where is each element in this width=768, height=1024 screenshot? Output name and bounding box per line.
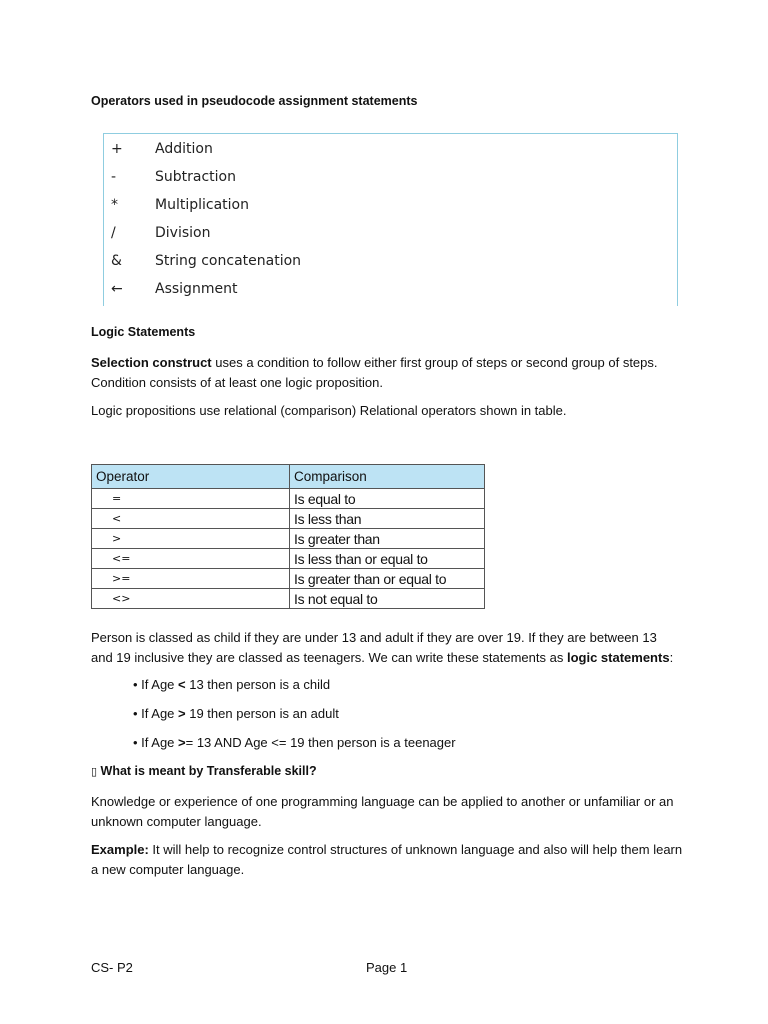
table-row: [92, 489, 485, 509]
operator-name: Division: [155, 225, 211, 241]
age-paragraph: [91, 628, 681, 667]
operator-row: [104, 225, 677, 245]
bullet-operator: >: [178, 735, 186, 750]
bullet-item: [133, 706, 339, 721]
table-row: [92, 549, 485, 569]
operator-row: [104, 169, 677, 189]
operator-row: [104, 253, 677, 273]
operator-row: [104, 197, 677, 217]
operator-row: [104, 281, 677, 301]
comparison-cell: Is greater than or equal to: [290, 569, 485, 589]
operator-name: Multiplication: [155, 197, 249, 213]
operator-symbol: +: [111, 141, 123, 157]
logic-statements-term: logic statements: [566, 649, 670, 665]
bullet-text: • If Age: [133, 735, 179, 750]
operator-name: Subtraction: [155, 169, 236, 185]
table-row: [92, 509, 485, 529]
comparison-cell: Is less than: [290, 509, 485, 529]
question-marker-icon: ▯: [91, 766, 98, 778]
comparison-cell: Is less than or equal to: [290, 549, 485, 569]
bullet-item: [133, 677, 330, 692]
table-row: [92, 589, 485, 609]
question-text: What is meant by Transferable skill?: [97, 764, 317, 778]
operator-row: [104, 141, 677, 161]
bullet-text: • If Age: [133, 677, 179, 692]
section-title-operators: Operators used in pseudocode assignment statements: [91, 94, 418, 108]
operator-cell: >=: [92, 569, 290, 589]
bullet-text: • If Age: [133, 706, 179, 721]
example-text: It will help to recognize control structures of unknown language and also will help them learn a new computer language.: [91, 842, 683, 877]
operator-name: Addition: [155, 141, 213, 157]
header-operator: Operator: [92, 465, 290, 489]
comparison-cell: Is equal to: [290, 489, 485, 509]
table-row: [92, 569, 485, 589]
question-heading: [91, 764, 317, 778]
operator-symbol: &: [111, 253, 122, 269]
bullet-item: [133, 735, 456, 750]
bullet-text: 13 then person is a child: [185, 677, 331, 692]
operator-symbol: *: [111, 197, 118, 213]
operator-symbol: -: [111, 169, 117, 185]
footer-page-number: Page 1: [366, 960, 408, 975]
age-text-end: :: [669, 649, 674, 665]
operator-cell: =: [92, 489, 290, 509]
operator-name: String concatenation: [155, 253, 302, 269]
table-row: [92, 529, 485, 549]
example-label: Example:: [91, 842, 149, 857]
selection-paragraph: [91, 353, 691, 392]
operator-name: Assignment: [155, 281, 238, 297]
operator-symbol: /: [111, 225, 116, 241]
selection-text: uses a condition to follow either first group of steps or second group of steps. Condition consists of at least one logic proposition.: [91, 355, 658, 390]
bullet-operator: <: [178, 677, 186, 692]
section-title-logic: Logic Statements: [91, 325, 196, 339]
footer-left: CS- P2: [91, 960, 133, 975]
operator-cell: <>: [92, 589, 290, 609]
selection-term: Selection construct: [91, 355, 212, 370]
comparison-cell: Is not equal to: [290, 589, 485, 609]
header-comparison: Comparison: [290, 465, 485, 489]
operator-cell: <=: [92, 549, 290, 569]
operator-symbol: ←: [111, 281, 123, 297]
relational-operators-table: [91, 464, 485, 609]
comparison-cell: Is greater than: [290, 529, 485, 549]
operator-list-box: [103, 133, 678, 306]
operator-cell: >: [92, 529, 290, 549]
bullet-operator: >: [178, 706, 186, 721]
bullet-text: 19 then person is an adult: [185, 706, 339, 721]
answer-paragraph: Knowledge or experience of one programming language can be applied to another or unfamiliar or an unknown computer language.: [91, 794, 674, 829]
operator-cell: <: [92, 509, 290, 529]
bullet-text: = 13 AND Age <= 19 then person is a teenager: [185, 735, 456, 750]
table-header-row: [92, 465, 485, 489]
example-paragraph: [91, 840, 691, 879]
age-text: Person is classed as child if they are under 13 and adult if they are over 19. If they are between 13 and 19 inclusive they are classed as teenagers. We can write these statements as: [91, 630, 657, 665]
relational-intro: Logic propositions use relational (comparison) Relational operators shown in table.: [91, 403, 567, 418]
